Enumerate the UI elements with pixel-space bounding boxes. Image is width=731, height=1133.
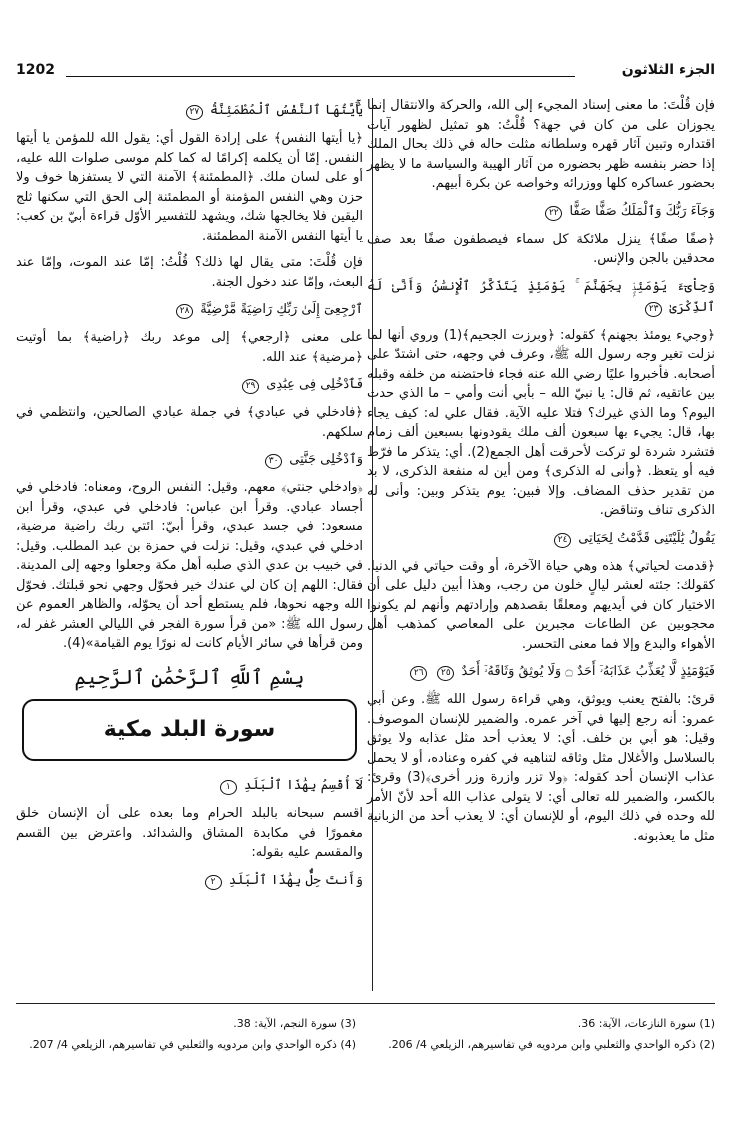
basmala: بِسْمِ ٱللَّهِ ٱلرَّحْمَٰنِ ٱلرَّحِيمِ: [74, 664, 305, 689]
commentary-paragraph: فإن قُلْتَ: متى يقال لها ذلك؟ قُلْتُ: إمّا عند الموت، وإمّا عند البعث، وإمّا عند دخول الجنة.: [16, 255, 363, 290]
part-title: الجزء الثلاثون: [621, 62, 715, 78]
verse-number: ١: [220, 780, 237, 795]
footnotes-right: [375, 1015, 715, 1057]
commentary-paragraph: ﴿صفًا صفًا﴾ ينزل ملائكة كل سماء فيصطفون صفًا بعد صف محدقين بالجن والإنس.: [367, 231, 715, 266]
commentary-paragraph: على معنى ﴿ارجعي﴾ إلى موعد ربك ﴿راضية﴾ بما أوتيت ﴿مرضية﴾ عند الله.: [16, 330, 363, 365]
quran-verse-25-26: [367, 661, 715, 682]
commentary-paragraph: قرئ: بالفتح يعنب ويوثق، وهي قراءة رسول الله ﷺ. وعن أبي عمرو: أنه رجع إليها في آخر عمره. والضمير للإنسان الموصوف. وقيل: هو أبي بن خلف. أي: لا يعذب أحد مثل عذابه ولا يوثق بالسلاسل والأغلال مثل وثاقه لتناهيه في كفره وعناده، أو لا يحمل عذاب الإنسان أحد كقوله: ﴿ولا تزر وازرة وزر أخرى﴾(3) وقرئ: بالكسر، والضمير لله تعالى أي: لا يتولى عذاب الله أحد لأنّ الأمر لله وحده في ذلك اليوم، أو للإنسان أي: لا يعذب أحد من الزبانية مثل ما يعذبونه.: [367, 692, 715, 844]
page-number: 1202: [16, 62, 55, 78]
quran-verse-30: [16, 449, 363, 470]
quran-verse-23: [367, 276, 715, 318]
verse-number: ٢٣: [645, 302, 662, 317]
verse-text: وَجَآءَ رَبُّكَ وَٱلْمَلَكُ صَفًّا صَفًّا: [569, 203, 715, 219]
verse-text: وَأَنتَ حِلٌّۢ بِهَٰذَا ٱلْبَلَدِ: [228, 872, 363, 888]
verse-text: وَجِاْىٓءَ يَوْمَئِذٍۭ بِجَهَنَّمَ ۚ يَوْمَئِذٍ يَتَذَكَّرُ ٱلْإِنسَٰنُ وَأَنَّىٰ لَهُ ٱلذِّكْرَىٰ: [367, 278, 715, 315]
right-column: [367, 96, 715, 853]
commentary-paragraph: ﴿قدمت لحياتي﴾ هذه وهي حياة الآخرة، أو وقت حياتي في الدنيا. كقولك: جئته لعشر ليالٍ خلون من رجب، وهذا أبين دليل على أن الاختيار كان في أيديهم ومعلقًا بقصدهم وإرادتهم وأنهم لم يكونوا محجوبين عن الطاعات مجبرين على المعاصي كمذهب أهل الأهواء والبدع وإلا فما معنى التحسر.: [367, 558, 715, 652]
verse-number: ٢٧: [186, 105, 203, 120]
footnotes-left: [16, 1015, 356, 1057]
verse-number: ٢٩: [242, 379, 259, 394]
quran-verse-22: [367, 201, 715, 222]
verse-text: فَٱدْخُلِى فِى عِبَٰدِى: [266, 377, 363, 392]
verse-number: ٢٥: [437, 666, 454, 681]
footnote: (4) ذكره الواحدي وابن مردويه والثعلبي في تفاسيرهم، الزيلعي 4/ 207.: [29, 1038, 356, 1051]
verse-text: ٱرْجِعِىٓ إِلَىٰ رَبِّكِ رَاضِيَةً مَّرْضِيَّةً: [200, 302, 363, 317]
quran-verse-2: [16, 870, 363, 891]
verse-text: يَقُولُ يَٰلَيْتَنِى قَدَّمْتُ لِحَيَاتِى: [578, 530, 715, 546]
verse-number: ٢٤: [554, 533, 571, 548]
commentary-paragraph: اقسم سبحانه بالبلد الحرام وما بعده على أن الإنسان خلق مغمورًا في مكابدة المشاق والشدائد. واعترض بين القسم والمقسم عليه بقوله:: [16, 806, 363, 860]
quran-verse-24: [367, 528, 715, 549]
surah-title-box: [22, 699, 357, 761]
verse-number: ٢٨: [176, 304, 193, 319]
verse-text: فَيَوْمَئِذٍ لَّا يُعَذِّبُ عَذَابَهُۥٓ أَحَدٌ ۝ وَلَا يُوثِقُ وَثَاقَهُۥٓ أَحَدٌ: [461, 664, 715, 679]
commentary-paragraph: فإن قُلْتَ: ما معنى إسناد المجيء إلى الله، والحركة والانتقال إنما يجوزان على من كان في جهة؟ قُلْتُ: هو تمثيل لظهور آيات اقتداره وتبين آثار قهره وسلطانه مثلت حاله في ذلك بحال الملك إذا حضر بنفسه ظهر بحضوره من آثار الهيبة والسياسة ما لا يظهر بحضور عساكره كلها ووزرائه وخواصه عن بكرة أبيهم.: [367, 98, 715, 191]
footnote-divider: [16, 1003, 715, 1004]
verse-text: يَٰٓأَيَّتُهَا ٱلنَّفْسُ ٱلْمُطْمَئِنَّةُ: [210, 103, 363, 118]
quran-verse-29: [16, 374, 363, 395]
page-header: [16, 62, 715, 84]
verse-text: لَآ أُقْسِمُ بِهَٰذَا ٱلْبَلَدِ: [243, 778, 363, 793]
verse-number: ٣٠: [265, 454, 282, 469]
footnote: (3) سورة النجم، الآية: 38.: [233, 1017, 356, 1030]
header-rule: [66, 76, 575, 77]
commentary-paragraph: ﴿يا أيتها النفس﴾ على إرادة القول أي: يقول الله للمؤمن يا أيتها النفس. إمّا أن يكلمه إكرامًا له كما كلم موسى صلوات الله عليه، أو على لسان ملك. ﴿المطمئنة﴾ الآمنة التي لا يستفزها خوف ولا حزن وهي النفس المؤمنة أو المطمئنة إلى الحق التي سكنها ثلج اليقين فلا يخالجها شك، ويشهد للتفسير الأوّل قراءة أبيّ بن كعب: يا أيتها النفس الآمنة المطمئنة.: [16, 131, 363, 244]
surah-title: سورة البلد مكية: [103, 717, 276, 743]
verse-number: ٢٢: [545, 206, 562, 221]
verse-number: ٢٦: [410, 666, 427, 681]
verse-number: ٢: [205, 875, 222, 890]
commentary-paragraph: ﴿وادخلي جنتي﴾ معهم. وقيل: النفس الروح، ومعناه: فادخلي في أجساد عبادي. وقرأ ابن عباس: فادخلي في عبدي، وقرأ ابن مسعود: في جسد عبدي، وقرأ أبيّ: ائتي ربك راضية مرضية، ادخلي في عبدي، وقيل: نزلت في حمزة بن عبد المطلب. وقيل: في خبيب بن عدي الذي صلبه أهل مكة وجعلوا وجهه إلى المدينة. فقال: اللهم إن كان لي عندك خير فحوّل وجهي نحو قبلتك. فحوّل الله وجهه نحوها، فلم يستطع أحد أن يحوّله، والظاهر العموم عن رسول الله ﷺ: «من قرأ سورة الفجر في الليالي العشر غفر له، ومن قرأها في سائر الأيام كانت له نورًا يوم القيامة»(4).: [16, 480, 363, 651]
footnote: (1) سورة النازعات، الآية: 36.: [577, 1017, 715, 1030]
verse-text: وَٱدْخُلِى جَنَّتِى: [289, 452, 363, 467]
quran-verse-28: [16, 299, 363, 320]
quran-verse-1: [16, 775, 363, 796]
quran-verse-27: [16, 100, 363, 121]
commentary-paragraph: ﴿وجيء يومئذ بجهنم﴾ كقوله: ﴿وبرزت الجحيم﴾(1) وروي أنها لما نزلت تغير وجه رسول الله ﷺ، وعرف في وجهه، حتى اشتدّ على أصحابه. فأخبروا عليًا رضي الله عنه فجاء فاحتضنه من خلفه وقبله بين عاتقيه، ثم قال: يا نبيّ الله – بأبي أنت وأمي – ما الذي حدث اليوم؟ وما الذي غيرك؟ فتلا عليه الآية. فقال علي له: كيف يجاء بها، قال: يجيء بها سبعون ألف ملك يقودونها بسبعين ألف زمام فتشرد شردة لو تركت لأحرقت أهل الجمع(2). أي: يتذكر ما فرّط فيه أو يتعظ. ﴿وأنى له الذكرى﴾ ومن أين له منفعة الذكرى، لا بد من تقدير حذف المضاف. وإلا فبين: يوم يتذكر وبين: وأنى له الذكرى تناف وتناقض.: [367, 327, 715, 518]
footnote: (2) ذكره الواحدي والثعلبي وابن مردويه في تفاسيرهم، الزيلعي 4/ 206.: [388, 1038, 715, 1051]
left-column: [16, 96, 363, 899]
column-divider: [372, 98, 373, 991]
commentary-paragraph: ﴿فادخلي في عبادي﴾ في جملة عبادي الصالحين، وانتظمي في سلكهم.: [16, 405, 363, 440]
